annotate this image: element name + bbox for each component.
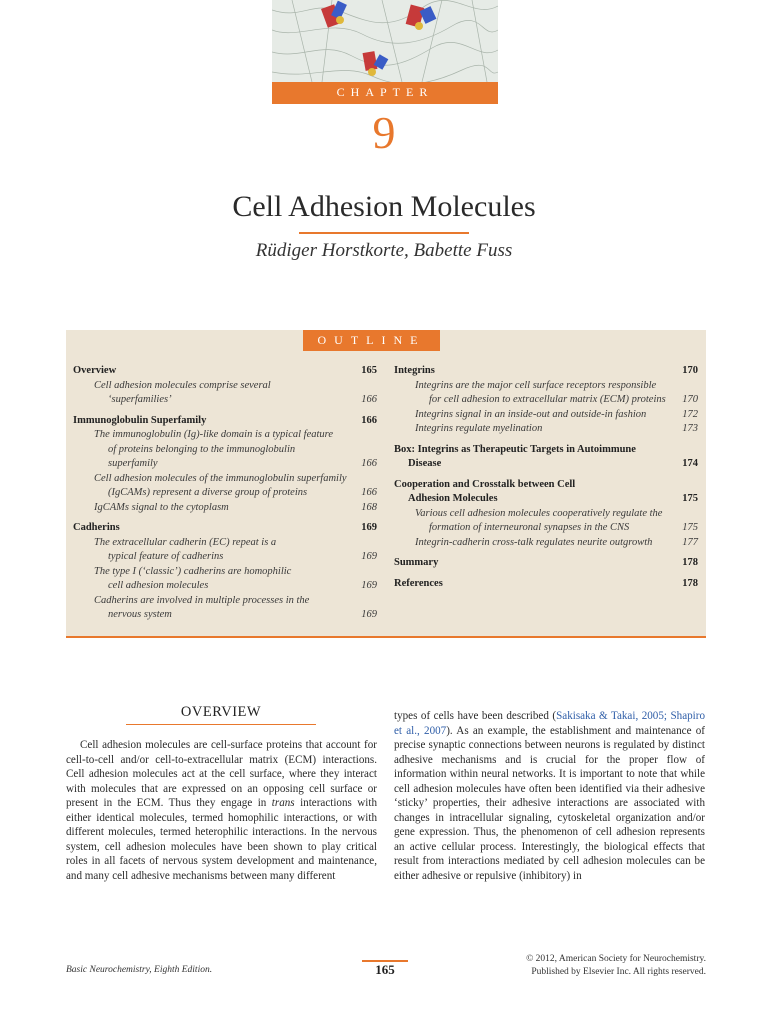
outline-label: OUTLINE bbox=[317, 333, 426, 347]
chapter-label-bar bbox=[272, 82, 498, 104]
body-italic-term: trans bbox=[271, 797, 295, 809]
outline-entry-text: Disease bbox=[408, 458, 442, 469]
outline-entry-text: superfamily bbox=[108, 458, 158, 469]
outline-entry-text: ‘superfamilies’ bbox=[108, 394, 172, 405]
outline-entry bbox=[394, 408, 698, 423]
outline-entry-page: 178 bbox=[682, 577, 698, 589]
chapter-number: 9 bbox=[372, 107, 396, 158]
outline-entry-page: 175 bbox=[682, 522, 698, 533]
chapter-label: CHAPTER bbox=[336, 85, 434, 99]
outline-entry-text: The immunoglobulin (Ig)-like domain is a typical feature bbox=[94, 429, 334, 440]
outline-entry-text: Various cell adhesion molecules cooperatively regulate the bbox=[415, 507, 663, 519]
outline-entry bbox=[73, 521, 377, 536]
outline-entry bbox=[73, 414, 377, 429]
outline-entry-text: Summary bbox=[394, 557, 439, 568]
outline-entry-text: Cadherins are involved in multiple processes in the bbox=[94, 594, 310, 606]
outline-entry bbox=[394, 521, 698, 536]
outline-entry bbox=[394, 577, 698, 592]
outline-entry bbox=[73, 472, 377, 487]
outline-entry-text: formation of interneuronal synapses in the CNS bbox=[429, 522, 630, 533]
outline-entry-page: 166 bbox=[361, 394, 377, 405]
outline-entry-text: cell adhesion molecules bbox=[108, 580, 209, 591]
outline-entry-text: Integrins are the major cell surface receptors responsible bbox=[415, 379, 657, 391]
outline-entry bbox=[73, 428, 377, 443]
outline-entry-text: (IgCAMs) represent a diverse group of proteins bbox=[108, 487, 308, 498]
outline-entry bbox=[73, 457, 377, 472]
outline-entry bbox=[73, 608, 377, 623]
outline-right-column bbox=[394, 364, 698, 591]
outline-entry bbox=[73, 379, 377, 394]
outline-entry-text: Integrins regulate myelination bbox=[415, 423, 543, 434]
outline-entry-page: 165 bbox=[361, 365, 377, 376]
title-divider bbox=[299, 232, 469, 234]
outline-entry-page: 168 bbox=[361, 501, 377, 513]
chapter-authors: Rüdiger Horstkorte, Babette Fuss bbox=[255, 240, 513, 261]
outline-entry bbox=[73, 594, 377, 609]
outline-entry-text: Cadherins bbox=[73, 522, 120, 533]
outline-entry-text: Box: Integrins as Therapeutic Targets in Autoimmune bbox=[394, 443, 636, 455]
outline-entry bbox=[394, 492, 698, 507]
outline-entry-text: References bbox=[394, 577, 443, 589]
body-text: ). As an example, the establishment and maintenance of precise synaptic connections between neurons is regulated by distinct adhesive mechanisms and is crucial for the proper flow of information within neural networks. It is important to note that while cell adhesion molecules have often been identified via their adhesive ‘sticky’ properties, their adhesive interactions are associated with changes in intracellular signaling, cytoskeletal organization and/or gene expression. Thus, the phenomenon of cell adhesion represents an active cellular process. Interestingly, the biological effects that result from interactions mediated by cell adhesion molecules can be either adhesive or repulsive (inhibitory) in bbox=[394, 724, 705, 882]
body-text: types of cells have been described ( bbox=[394, 710, 557, 722]
outline-entry-page: 169 bbox=[361, 551, 377, 562]
outline-entry-page: 177 bbox=[682, 536, 698, 548]
outline-entry-text: The type I (‘classic’) cadherins are homophilic bbox=[94, 565, 292, 577]
section-heading-rule bbox=[126, 724, 316, 725]
body-left-column bbox=[66, 738, 377, 883]
outline-entry-page: 174 bbox=[682, 458, 698, 469]
outline-entry-text: Cell adhesion molecules of the immunoglobulin superfamily bbox=[94, 472, 347, 484]
outline-entry bbox=[394, 393, 698, 408]
outline-entry-page: 166 bbox=[361, 487, 377, 498]
outline-entry-text: Adhesion Molecules bbox=[408, 493, 498, 504]
outline-entry bbox=[394, 443, 698, 458]
section-heading-overview: OVERVIEW bbox=[180, 704, 262, 720]
outline-entry bbox=[73, 501, 377, 516]
outline-left-column bbox=[73, 364, 377, 623]
outline-bottom-rule bbox=[66, 636, 706, 638]
outline-entry bbox=[394, 536, 698, 551]
outline-entry bbox=[73, 579, 377, 594]
outline-entry-page: 169 bbox=[361, 522, 377, 533]
copyright-line-1: © 2012, American Society for Neurochemistry. bbox=[526, 954, 706, 964]
outline-entry bbox=[73, 393, 377, 408]
chapter-banner bbox=[272, 0, 498, 104]
outline-entry-page: 173 bbox=[682, 423, 698, 434]
page-number: 165 bbox=[375, 962, 395, 977]
outline-entry-text: Immunoglobulin Superfamily bbox=[73, 414, 207, 426]
body-paragraph bbox=[66, 738, 377, 883]
chapter-cover-illustration bbox=[272, 0, 498, 82]
outline-entry-page: 172 bbox=[682, 408, 698, 420]
chapter-title: Cell Adhesion Molecules bbox=[232, 190, 536, 223]
outline-entry-text: of proteins belonging to the immunoglobulin bbox=[108, 443, 296, 455]
outline-entry bbox=[394, 556, 698, 571]
footer-book-title: Basic Neurochemistry, Eighth Edition. bbox=[66, 965, 213, 975]
outline-entry-text: Integrin-cadherin cross-talk regulates neurite outgrowth bbox=[415, 536, 653, 548]
outline-entry bbox=[394, 478, 698, 493]
outline-label-tab bbox=[303, 330, 440, 351]
outline-entry bbox=[394, 422, 698, 437]
body-text: interactions with either identical molecules, termed homophilic interactions, or with different molecules, termed heterophilic interactions. In the nervous system, cell adhesion molecules have been shown to play critical roles in all facets of nervous system development and maintenance, and many cell adhesive mechanisms between many different bbox=[66, 797, 377, 882]
outline-entry-text: Integrins bbox=[394, 365, 435, 376]
outline-entry-page: 169 bbox=[361, 580, 377, 591]
outline-entry-text: for cell adhesion to extracellular matrix (ECM) proteins bbox=[429, 394, 666, 405]
outline-entry bbox=[73, 364, 377, 379]
outline-entry bbox=[394, 507, 698, 522]
outline-entry-page: 175 bbox=[682, 493, 698, 504]
outline-entry bbox=[73, 443, 377, 458]
outline-entry bbox=[394, 457, 698, 472]
outline-entry-text: Cell adhesion molecules comprise several bbox=[94, 379, 271, 391]
outline-entry-page: 170 bbox=[682, 365, 698, 376]
outline-entry-page: 169 bbox=[361, 609, 377, 620]
outline-entry-text: Integrins signal in an inside-out and outside-in fashion bbox=[415, 408, 647, 420]
outline-entry bbox=[73, 486, 377, 501]
outline-entry-page: 166 bbox=[361, 458, 377, 469]
outline-entry bbox=[73, 536, 377, 551]
copyright-line-2: Published by Elsevier Inc. All rights reserved. bbox=[531, 967, 706, 977]
outline-entry-text: The extracellular cadherin (EC) repeat is a bbox=[94, 536, 277, 548]
outline-entry bbox=[73, 550, 377, 565]
outline-entry-text: nervous system bbox=[108, 609, 172, 620]
outline-entry-text: Overview bbox=[73, 365, 117, 376]
outline-entry bbox=[394, 379, 698, 394]
outline-entry-text: IgCAMs signal to the cytoplasm bbox=[94, 501, 229, 513]
outline-entry-text: Cooperation and Crosstalk between Cell bbox=[394, 478, 576, 490]
outline-entry-page: 178 bbox=[682, 557, 698, 568]
outline-entry-text: typical feature of cadherins bbox=[108, 551, 224, 562]
footer-copyright bbox=[526, 953, 706, 979]
body-right-column bbox=[394, 709, 705, 883]
outline-entry-page: 166 bbox=[361, 414, 377, 426]
body-paragraph bbox=[394, 709, 705, 883]
outline-entry-page: 170 bbox=[682, 394, 698, 405]
outline-entry bbox=[73, 565, 377, 580]
body-text: Cell adhesion molecules are cell-surface proteins that account for cell-to-cell and/or cell-to-extracellular matrix (ECM) interactions. Cell adhesion molecules act at the cell surface, where they interact with molecules that are expressed on an opposing cell surface or present in the ECM. Thus they engage in bbox=[66, 739, 377, 809]
citation-link[interactable]: Sakisaka & Takai, 2005; Shapiro et al., 2007 bbox=[394, 710, 705, 737]
outline-entry bbox=[394, 364, 698, 379]
